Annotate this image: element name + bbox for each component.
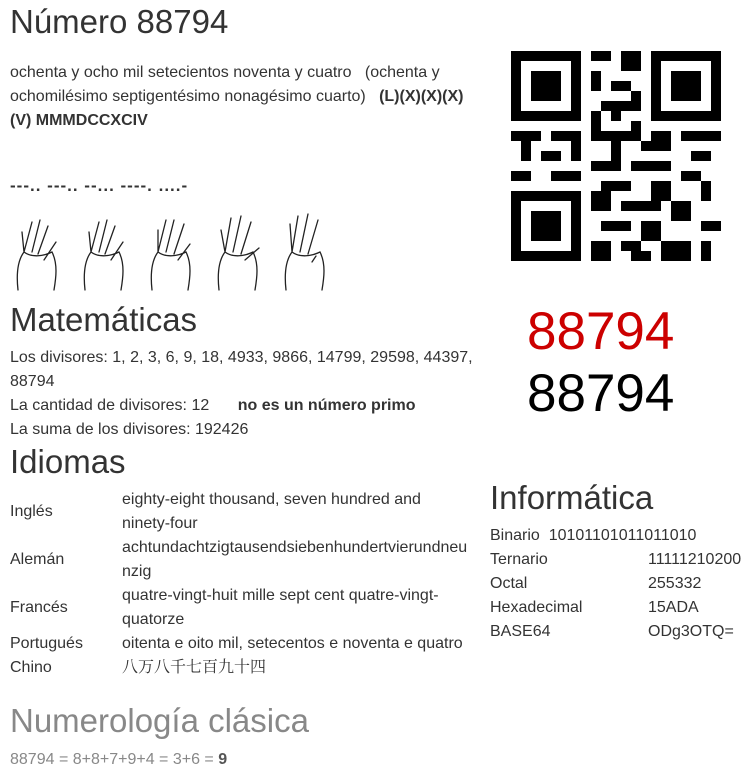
qr-code (511, 51, 721, 261)
languages-table (10, 488, 472, 680)
divisor-sum-label: La suma de los divisores: (10, 421, 191, 438)
base-label: Hexadecimal (490, 599, 583, 616)
divisor-count: 12 (191, 397, 210, 414)
sign-language-hands (10, 212, 340, 292)
numerology-line (10, 748, 227, 772)
informatics-heading: Informática (490, 479, 654, 516)
roman-numeral: (L)(X)(X)(X)(V) MMMDCCXCIV (10, 88, 464, 129)
math-heading: Matemáticas (10, 301, 198, 338)
big-number-red: 88794 (527, 302, 675, 361)
informatics-row (490, 620, 741, 644)
hand-icon (285, 214, 324, 290)
base-label: BASE64 (490, 623, 551, 640)
language-row (10, 584, 472, 632)
language-row (10, 536, 472, 584)
big-number-black: 88794 (527, 364, 675, 423)
hand-icon (17, 220, 56, 290)
base-label: Octal (490, 575, 528, 592)
numerology-formula: 88794 = 8+8+7+9+4 = 3+6 = (10, 751, 214, 768)
informatics-row (490, 524, 741, 548)
informatics-row (490, 596, 741, 620)
base-label: Ternario (490, 551, 548, 568)
base-value: 15ADA (648, 599, 699, 616)
hand-icon (218, 216, 259, 290)
morse-code: ---.. ---.. --... ----. ....- (10, 176, 189, 195)
page-title: Número 88794 (10, 3, 229, 40)
language-text: oitenta e oito mil, setecentos e noventa e quatro (122, 635, 463, 652)
languages-heading: Idiomas (10, 443, 126, 480)
hand-icon (84, 220, 123, 290)
number-words: ochenta y ocho mil setecientos noventa y cuatro (10, 64, 352, 81)
divisor-sum-line (10, 418, 480, 442)
base-value: 11111210200 (648, 551, 742, 568)
base-value: ODg3OTQ= (648, 623, 734, 640)
numerology-result: 9 (218, 751, 228, 768)
divisor-count-label: La cantidad de divisores: (10, 397, 187, 414)
numerology-heading: Numerología clásica (10, 702, 309, 739)
language-name: Portugués (10, 635, 83, 652)
informatics-row (490, 572, 741, 596)
divisors-list: 1, 2, 3, 6, 9, 18, 4933, 9866, 14799, 29598, 44397, 88794 (10, 349, 473, 390)
prime-status: no es un número primo (237, 397, 416, 414)
base-value: 255332 (648, 575, 702, 592)
language-row (10, 488, 472, 536)
base-value: 10101101011011010 (548, 527, 697, 544)
math-section (10, 346, 480, 442)
language-row (10, 656, 472, 680)
divisors-label: Los divisores: (10, 349, 108, 366)
language-name: Alemán (10, 551, 65, 568)
number-description (10, 61, 480, 133)
language-text: eighty-eight thousand, seven hundred and ninety-four (122, 491, 421, 532)
language-name: Chino (10, 659, 52, 676)
number-ordinal: (ochenta y ochomilésimo septigentésimo nonagésimo cuarto) (10, 64, 440, 105)
hand-icon (151, 220, 190, 290)
language-text: 八万八千七百九十四 (122, 659, 267, 676)
informatics-table (490, 524, 741, 644)
informatics-row (490, 548, 741, 572)
divisors-line (10, 346, 480, 394)
language-row (10, 632, 472, 656)
language-text: achtundachtzigtausendsiebenhundertvierundneunzig (122, 539, 468, 580)
divisor-count-line (10, 394, 480, 418)
base-label: Binario (490, 527, 540, 544)
divisor-sum: 192426 (194, 421, 249, 438)
language-text: quatre-vingt-huit mille sept cent quatre-vingt-quatorze (122, 587, 439, 628)
language-name: Francés (10, 599, 68, 616)
language-name: Inglés (10, 503, 53, 520)
